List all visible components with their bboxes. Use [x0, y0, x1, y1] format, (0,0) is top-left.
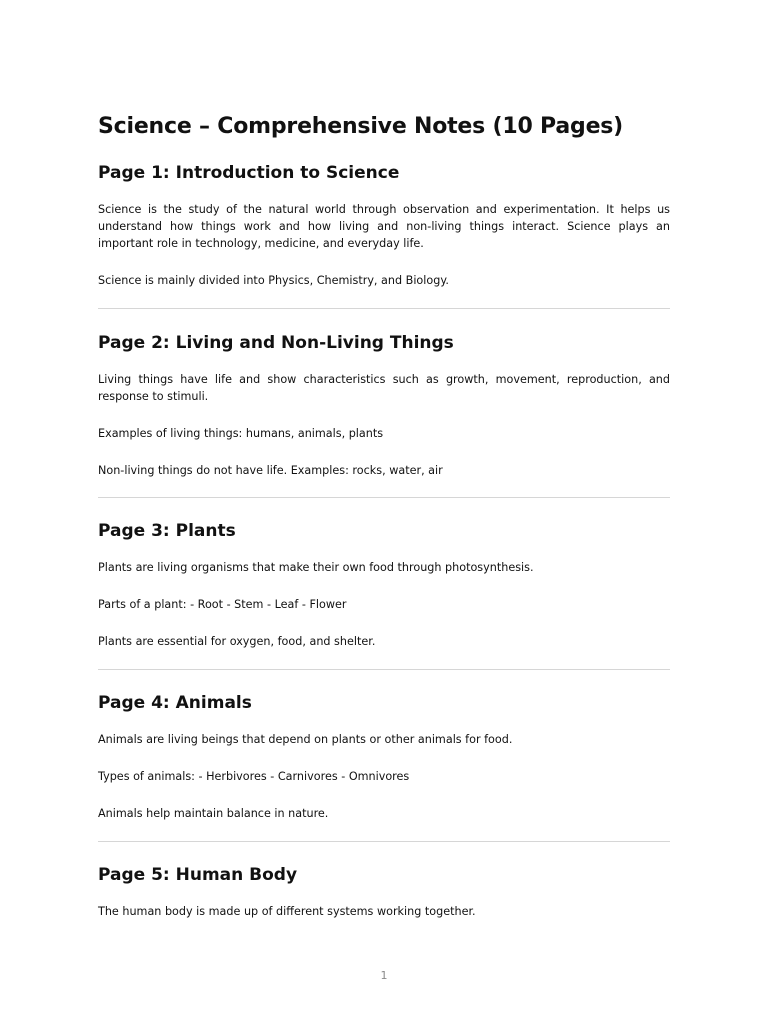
section-plants	[98, 519, 670, 650]
section-heading: Page 5: Human Body	[98, 865, 298, 885]
paragraph: Animals are living beings that depend on plants or other animals for food.	[98, 733, 513, 746]
section-introduction-to-science	[98, 161, 670, 289]
paragraph: The human body is made up of different systems working together.	[98, 905, 476, 918]
paragraph: Types of animals: - Herbivores - Carnivores - Omnivores	[98, 770, 410, 783]
paragraph: Examples of living things: humans, animals, plants	[98, 427, 384, 440]
section-heading: Page 3: Plants	[98, 521, 236, 541]
paragraph: Animals help maintain balance in nature.	[98, 807, 329, 820]
section-divider	[98, 669, 670, 670]
section-human-body	[98, 863, 670, 920]
paragraph: Living things have life and show characteristics such as growth, movement, reproduction, and response to stimuli.	[98, 373, 670, 403]
section-divider	[98, 308, 670, 309]
paragraph: Plants are essential for oxygen, food, and shelter.	[98, 635, 376, 648]
section-divider	[98, 841, 670, 842]
document-title: Science – Comprehensive Notes (10 Pages)	[98, 114, 624, 139]
section-living-and-non-living-things	[98, 331, 670, 479]
section-animals	[98, 691, 670, 822]
section-heading: Page 2: Living and Non-Living Things	[98, 333, 454, 353]
paragraph: Parts of a plant: - Root - Stem - Leaf - Flower	[98, 598, 347, 611]
section-heading: Page 1: Introduction to Science	[98, 163, 400, 183]
section-divider	[98, 497, 670, 498]
paragraph: Non-living things do not have life. Examples: rocks, water, air	[98, 464, 443, 477]
paragraph: Plants are living organisms that make their own food through photosynthesis.	[98, 561, 534, 574]
page-number: 1	[380, 969, 388, 982]
section-heading: Page 4: Animals	[98, 693, 252, 713]
paragraph: Science is mainly divided into Physics, Chemistry, and Biology.	[98, 274, 449, 287]
paragraph: Science is the study of the natural world through observation and experimentation. It helps us understand how things work and how living and non-living things interact. Science plays an important role in technology, medicine, and everyday life.	[98, 203, 670, 250]
